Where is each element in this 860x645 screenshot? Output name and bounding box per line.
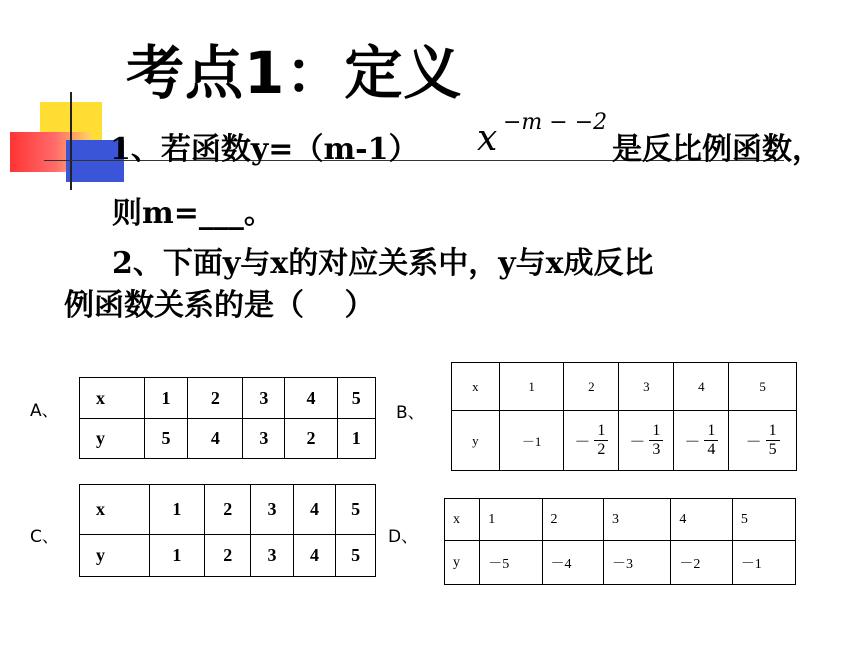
question-1-text: 1、若函数y=（m-1） — [110, 132, 419, 167]
question-1-text-end: 是反比例函数， — [612, 132, 822, 167]
option-d-table — [444, 498, 796, 585]
table-cell: y — [80, 419, 145, 459]
table-cell: 1 — [144, 378, 188, 419]
table-cell: y — [452, 411, 500, 471]
table-cell: 2 — [188, 378, 243, 419]
table-cell: y — [80, 535, 150, 577]
table-cell: －3 — [604, 541, 671, 585]
question-1-power-exponent: −m − −2 — [503, 110, 608, 135]
table-cell: x — [80, 378, 145, 419]
table-cell: －4 — [542, 541, 603, 585]
table-cell: y — [445, 541, 480, 585]
table-cell: 4 — [674, 363, 729, 411]
table-cell: －1 — [732, 541, 795, 585]
option-b-table — [451, 362, 797, 471]
table-cell: 2 — [205, 535, 251, 577]
decor-vertical-line — [70, 92, 72, 190]
table-cell: 5 — [729, 363, 797, 411]
question-1-blank: 则m=___。 — [112, 196, 274, 231]
table-cell: －2 — [671, 541, 732, 585]
table-cell: 2 — [205, 485, 251, 535]
table-cell: 1 — [149, 535, 204, 577]
table-cell: 3 — [251, 535, 293, 577]
table-cell: 4 — [671, 499, 732, 541]
table-cell: －5 — [480, 541, 542, 585]
table-cell: 4 — [188, 419, 243, 459]
table-cell: －1 — [499, 411, 564, 471]
question-2-text-end: 例函数关系的是（ ） — [64, 288, 375, 323]
option-c-table — [79, 484, 376, 577]
table-cell: 5 — [336, 535, 376, 577]
slide-title: 考点1：定义 — [126, 39, 463, 107]
table-cell-fraction: － $\frac{1}{5}$ — [729, 411, 797, 471]
table-cell: 1 — [337, 419, 375, 459]
table-cell: 3 — [243, 378, 285, 419]
table-cell: 5 — [732, 499, 795, 541]
table-cell: 2 — [542, 499, 603, 541]
table-cell: 1 — [149, 485, 204, 535]
question-2-text: 2、下面y与x的对应关系中，y与x成反比 — [112, 246, 654, 281]
table-cell-fraction: － $\frac{1}{2}$ — [564, 411, 619, 471]
table-cell: 3 — [243, 419, 285, 459]
table-cell: 5 — [337, 378, 375, 419]
table-cell: 2 — [564, 363, 619, 411]
table-cell: x — [452, 363, 500, 411]
table-cell-fraction: － $\frac{1}{4}$ — [674, 411, 729, 471]
question-1-power-base: x — [477, 118, 498, 159]
table-cell-fraction: － $\frac{1}{3}$ — [619, 411, 674, 471]
table-cell: 4 — [293, 535, 335, 577]
table-cell: 5 — [144, 419, 188, 459]
table-cell: 3 — [251, 485, 293, 535]
option-d-label: D、 — [388, 527, 419, 547]
option-a-label: A、 — [30, 401, 59, 421]
table-cell: 4 — [293, 485, 335, 535]
table-cell: 4 — [285, 378, 337, 419]
table-cell: 3 — [604, 499, 671, 541]
option-b-label: B、 — [396, 403, 425, 423]
table-cell: 3 — [619, 363, 674, 411]
table-cell: 1 — [480, 499, 542, 541]
table-cell: 5 — [336, 485, 376, 535]
table-cell: x — [445, 499, 480, 541]
table-cell: 2 — [285, 419, 337, 459]
table-cell: 1 — [499, 363, 564, 411]
table-cell: x — [80, 485, 150, 535]
option-c-label: C、 — [30, 527, 59, 547]
option-a-table — [79, 377, 376, 459]
